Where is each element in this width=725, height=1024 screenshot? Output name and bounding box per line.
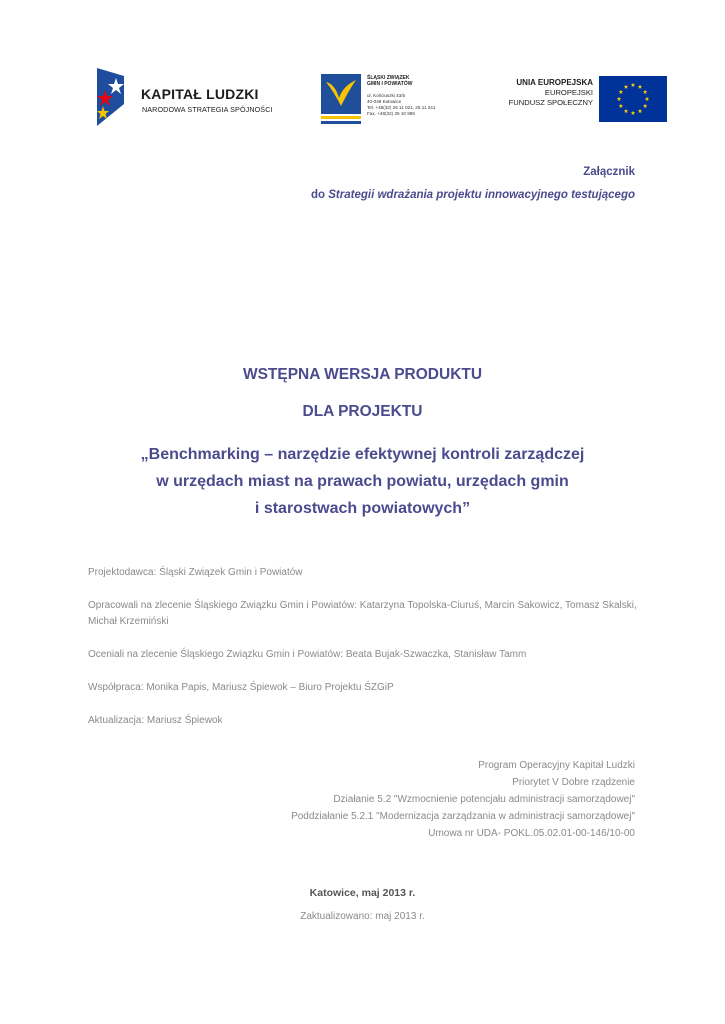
eu-text-line2: EUROPEJSKI bbox=[544, 88, 593, 97]
updated-date: Zaktualizowano: maj 2013 r. bbox=[300, 911, 425, 922]
credit-aktualizacja: Aktualizacja: Mariusz Śpiewok bbox=[88, 715, 223, 726]
kapital-ludzki-logo bbox=[94, 64, 284, 130]
eu-flag-icon bbox=[599, 76, 667, 122]
program-info bbox=[291, 757, 635, 842]
project-name-line2: w urzędach miast na prawach powiatu, urzędach gmin bbox=[156, 473, 569, 490]
annex-reference-title: Strategii wdrażania projektu innowacyjnego testującego bbox=[328, 189, 635, 201]
szgip-logo-icon bbox=[321, 74, 361, 126]
annex-reference-prefix: do bbox=[311, 189, 329, 201]
project-name-line3: i starostwach powiatowych” bbox=[254, 500, 471, 517]
annex-reference bbox=[311, 184, 635, 207]
annex-label: Załącznik bbox=[583, 166, 635, 178]
kapital-ludzki-logo-icon bbox=[94, 64, 128, 128]
logo-strip bbox=[0, 64, 725, 130]
eu-logo bbox=[497, 76, 667, 122]
kapital-ludzki-subtitle: NARODOWA STRATEGIA SPÓJNOŚCI bbox=[142, 105, 273, 114]
szgip-address-line2: 40-048 Katowice bbox=[367, 99, 402, 104]
document-subtitle: DLA PROJEKTU bbox=[302, 403, 423, 420]
annex-header bbox=[311, 161, 635, 207]
szgip-name-line1: ŚLĄSKI ZWIĄZEK bbox=[367, 75, 410, 81]
szgip-address bbox=[367, 93, 435, 117]
program-line1: Program Operacyjny Kapitał Ludzki bbox=[478, 760, 635, 771]
project-name-line1: „Benchmarking – narzędzie efektywnej kontroli zarządczej bbox=[140, 446, 585, 463]
szgip-logo bbox=[321, 74, 451, 130]
szgip-name-line2: GMIN I POWIATÓW bbox=[367, 81, 413, 87]
szgip-address-line1: ul. Kościuszki 43/5 bbox=[367, 93, 406, 98]
project-name bbox=[0, 441, 725, 522]
program-line3: Działanie 5.2 "Wzmocnienie potencjału administracji samorządowej" bbox=[333, 794, 635, 805]
eu-text bbox=[509, 78, 593, 108]
kapital-ludzki-title: KAPITAŁ LUDZKI bbox=[141, 86, 259, 102]
place-date: Katowice, maj 2013 r. bbox=[309, 887, 416, 899]
szgip-address-line3: Tel. +48(32) 25 11 021, 25 11 241 bbox=[367, 105, 436, 110]
program-line2: Priorytet V Dobre rządzenie bbox=[512, 777, 635, 788]
szgip-address-line4: Fax. +48(32) 25 10 986 bbox=[367, 111, 415, 116]
eu-text-line1: UNIA EUROPEJSKA bbox=[516, 78, 593, 87]
document-title: WSTĘPNA WERSJA PRODUKTU bbox=[242, 366, 483, 383]
credit-oceniali: Oceniali na zlecenie Śląskiego Związku Gmin i Powiatów: Beata Bujak-Szwaczka, Stanisław Tamm bbox=[88, 649, 527, 660]
credit-projektodawca: Projektodawca: Śląski Związek Gmin i Powiatów bbox=[88, 567, 303, 578]
eu-text-line3: FUNDUSZ SPOŁECZNY bbox=[508, 98, 593, 107]
program-line5: Umowa nr UDA- POKL.05.02.01-00-146/10-00 bbox=[428, 828, 635, 839]
szgip-name bbox=[367, 75, 412, 87]
credit-wspolpraca: Współpraca: Monika Papis, Mariusz Śpiewok – Biuro Projektu ŚZGiP bbox=[88, 682, 394, 693]
credit-opracowali: Opracowali na zlecenie Śląskiego Związku Gmin i Powiatów: Katarzyna Topolska-Ciuruś, Marcin Sakowicz, Tomasz Skalski, Michał Krzemiński bbox=[88, 600, 637, 627]
credits-section bbox=[88, 565, 648, 746]
program-line4: Poddziałanie 5.2.1 "Modernizacja zarządzania w administracji samorządowej" bbox=[291, 811, 635, 822]
